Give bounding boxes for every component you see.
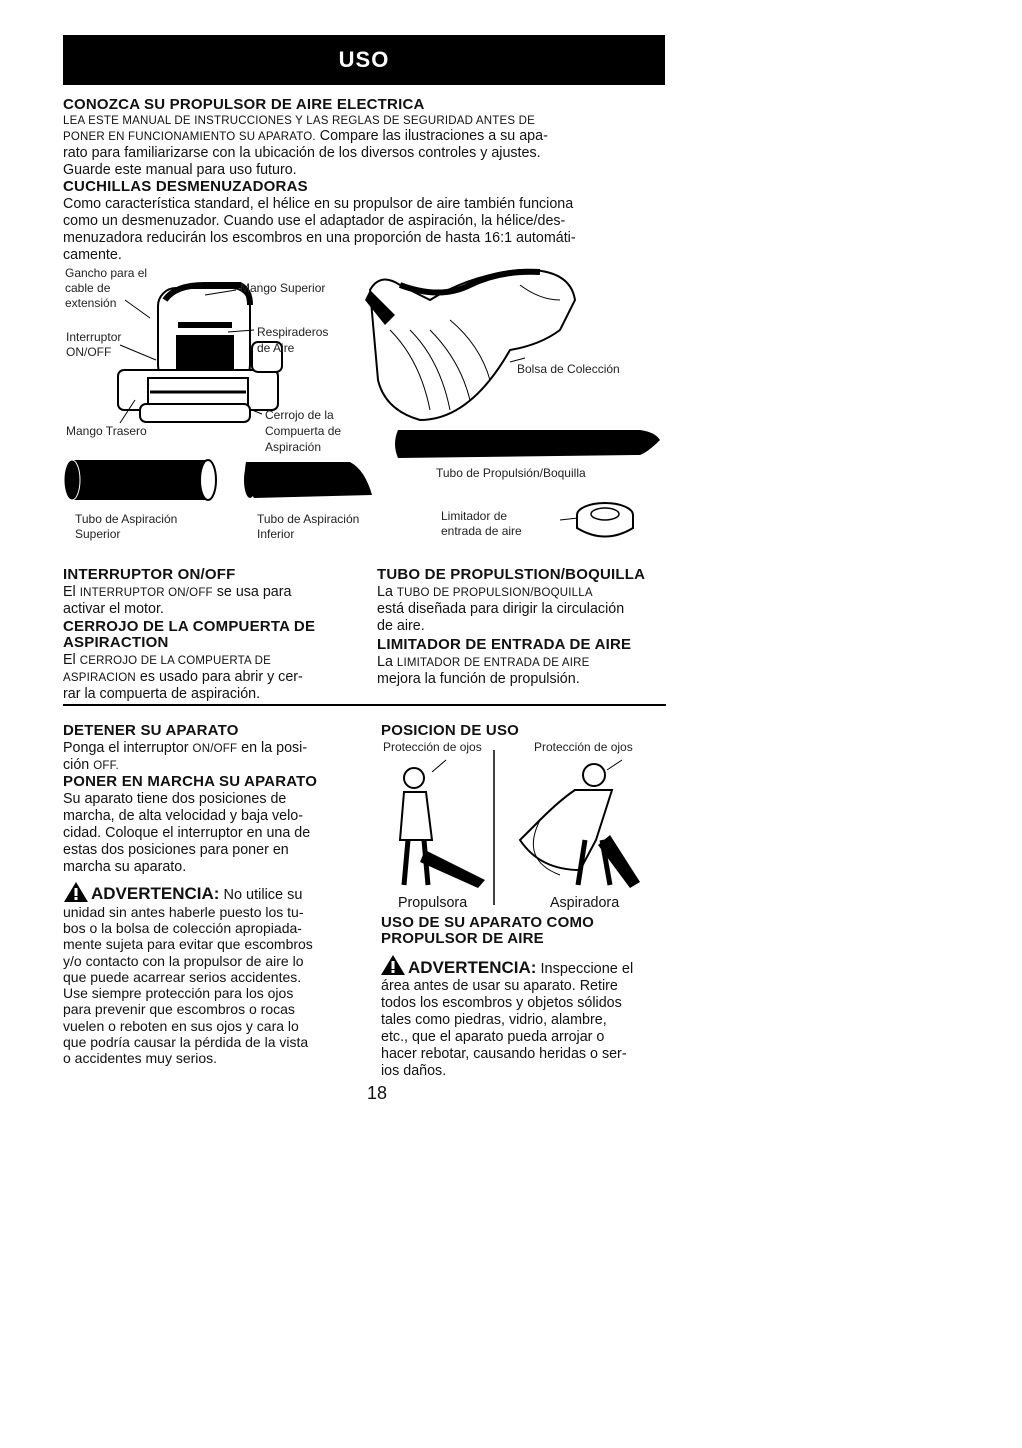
poner-line-2: marcha, de alta velocidad y baja velo- [63,808,304,824]
label-tubo-superior-2: Superior [75,527,121,541]
cerrojo-line-1b: CERROJO DE LA COMPUERTA DE [79,655,272,667]
label-gancho-3: extensión [65,296,117,310]
warning1-label: ADVERTENCIA: [91,884,220,903]
label-tubo-inferior-2: Inferior [257,527,295,541]
blower-operator-illustration [400,760,485,888]
intro-heading: CONOZCA SU PROPULSOR DE AIRE ELECTRICA [63,96,425,113]
cerrojo-line-2a: ASPIRACION [63,672,136,684]
poner-line-4: estas dos posiciones para poner en [63,842,289,858]
intro-line-2-caps: PONER EN FUNCIONAMIENTO SU APARATO. [63,131,316,143]
collection-bag-illustration [365,270,575,420]
detener-line-1b: ON/OFF [192,743,238,755]
label-tubo-propulsion: Tubo de Propulsión/Boquilla [436,466,586,480]
label-eye-right: Protección de ojos [534,740,633,754]
warning1-first: No utilice su [219,887,303,903]
warning2-line-2: todos los escombros y objetos sólidos [381,995,622,1011]
label-tubo-superior-1: Tubo de Aspiración [75,512,178,526]
limitador-line-1 [377,654,590,672]
vacuum-operator-illustration [520,760,640,888]
limitador-line-1b: LIMITADOR DE ENTRADA DE AIRE [396,657,590,669]
warning2-line-5: hacer rebotar, causando heridas o ser- [381,1046,627,1062]
tubo-line-1 [377,584,593,602]
posicion-heading: POSICION DE USO [381,722,520,739]
interruptor-line-2: activar el motor. [63,601,164,617]
section-banner: USO [63,35,665,85]
cerrojo-line-2 [63,669,303,687]
interruptor-line-1 [63,584,291,602]
label-interruptor-2: ON/OFF [66,345,112,359]
warning2-line-3: tales como piedras, vidrio, alambre, [381,1012,607,1028]
interruptor-line-1c: se usa para [212,584,292,600]
warning1-line-8: vuelen o reboten en sus ojos y cara lo [63,1018,299,1034]
detener-line-1a: Ponga el interruptor [63,740,193,756]
cerrojo-heading-2: ASPIRACTION [63,634,169,651]
limitador-line-2: mejora la función de propulsión. [377,671,580,687]
poner-heading: PONER EN MARCHA SU APARATO [63,773,318,790]
label-gancho-1: Gancho para el [65,266,148,280]
warning2-line-4: etc., que el aparato pueda arrojar o [381,1029,605,1045]
blades-heading: CUCHILLAS DESMENUZADORAS [63,178,308,195]
label-respiraderos-1: Respiraderos [257,325,329,339]
intro-line-4: Guarde este manual para uso futuro. [63,162,297,178]
poner-line-5: marcha su aparato. [63,859,187,875]
page-number: 18 [367,1083,388,1103]
detener-line-1 [63,740,307,758]
label-tubo-inferior-1: Tubo de Aspiración [257,512,360,526]
warning1-line-5: que puede acarrear serios accidentes. [63,969,302,985]
warning1-first-line [91,884,302,904]
warning-triangle-icon [64,882,88,902]
label-interruptor-1: Interruptor [66,330,122,344]
lower-vacuum-tube-illustration [244,462,372,498]
warning1-line-6: Use siempre protección para los ojos [63,985,294,1001]
label-limitador-1: Limitador de [441,509,508,523]
label-respiraderos-2: de Aire [257,341,295,355]
intro-line-2-text: Compare las ilustraciones a su apa- [315,128,548,144]
cerrojo-line-1 [63,652,271,670]
section-divider [63,704,666,706]
detener-line-2b: OFF. [93,760,119,772]
blades-line-4: camente. [63,247,122,263]
label-cerrojo-3: Aspiración [265,440,322,454]
cerrojo-heading-1: CERROJO DE LA COMPUERTA DE [63,618,316,635]
tubo-line-1b: TUBO DE PROPULSION/BOQUILLA [396,587,593,599]
label-mango-trasero: Mango Trasero [66,424,147,438]
label-propulsora: Propulsora [398,895,468,911]
warning1-line-9: que podría causar la pérdida de la vista [63,1034,309,1050]
tubo-line-2: está diseñada para dirigir la circulación [377,601,625,617]
detener-line-2a: ción [63,757,94,773]
interruptor-heading: INTERRUPTOR ON/OFF [63,566,236,583]
uso-heading-1: USO DE SU APARATO COMO [381,914,595,931]
label-bolsa: Bolsa de Colección [517,362,620,376]
warning2-line-6: ios daños. [381,1063,447,1079]
warning-triangle-icon [381,955,405,975]
label-cerrojo-1: Cerrojo de la [265,408,334,422]
warning1-line-4: y/o contacto con la propulsor de aire lo [63,953,304,969]
cerrojo-line-2b: es usado para abrir y cer- [135,669,303,685]
limitador-line-1a: La [377,654,397,670]
poner-line-1: Su aparato tiene dos posiciones de [63,791,287,807]
label-aspiradora: Aspiradora [550,895,620,911]
air-limiter-illustration [560,503,633,537]
warning2-first: Inspeccione el [536,961,634,977]
intro-line-1: LEA ESTE MANUAL DE INSTRUCCIONES Y LAS REGLAS DE SEGURIDAD ANTES DE [63,115,536,127]
warning1-line-2: bos o la bolsa de colección apropiada- [63,920,302,936]
label-cerrojo-2: Compuerta de [265,424,342,438]
interruptor-line-1a: El [63,584,80,600]
label-mango-superior: Mango Superior [240,281,326,295]
blades-line-3: menuzadora reducirán los escombros en una proporción de hasta 16:1 automáti- [63,230,576,246]
limitador-heading: LIMITADOR DE ENTRADA DE AIRE [377,636,632,653]
warning1-line-3: mente sujeta para evitar que escombros [63,936,313,952]
intro-line-3: rato para familiarizarse con la ubicación de los diversos controles y ajustes. [63,145,541,161]
poner-line-3: cidad. Coloque el interruptor en una de [63,825,311,841]
upper-vacuum-tube-illustration [64,460,216,500]
detener-heading: DETENER SU APARATO [63,722,239,739]
blower-tube-illustration [395,430,660,458]
cerrojo-line-3: rar la compuerta de aspiración. [63,686,261,702]
warning2-label: ADVERTENCIA: [408,958,537,977]
detener-line-1c: en la posi- [237,740,308,756]
cerrojo-line-1a: El [63,652,80,668]
label-gancho-2: cable de [65,281,111,295]
warning2-line-1: área antes de usar su aparato. Retire [381,978,618,994]
tubo-line-3: de aire. [377,618,425,634]
tubo-heading: TUBO DE PROPULSTION/BOQUILLA [377,566,646,583]
warning1-line-1: unidad sin antes haberle puesto los tu- [63,904,304,920]
interruptor-line-1b: INTERRUPTOR ON/OFF [79,587,213,599]
tubo-line-1a: La [377,584,397,600]
label-eye-left: Protección de ojos [383,740,482,754]
warning2-first-line [408,958,633,978]
uso-heading-2: PROPULSOR DE AIRE [381,930,544,947]
warning1-line-7: para prevenir que escombros o rocas [63,1001,295,1017]
warning1-line-10: o accidentes muy serios. [63,1050,218,1066]
blades-line-2: como un desmenuzador. Cuando use el adaptador de aspiración, la hélice/des- [63,213,566,229]
label-limitador-2: entrada de aire [441,524,522,538]
blades-line-1: Como característica standard, el hélice en su propulsor de aire también funciona [63,196,574,212]
